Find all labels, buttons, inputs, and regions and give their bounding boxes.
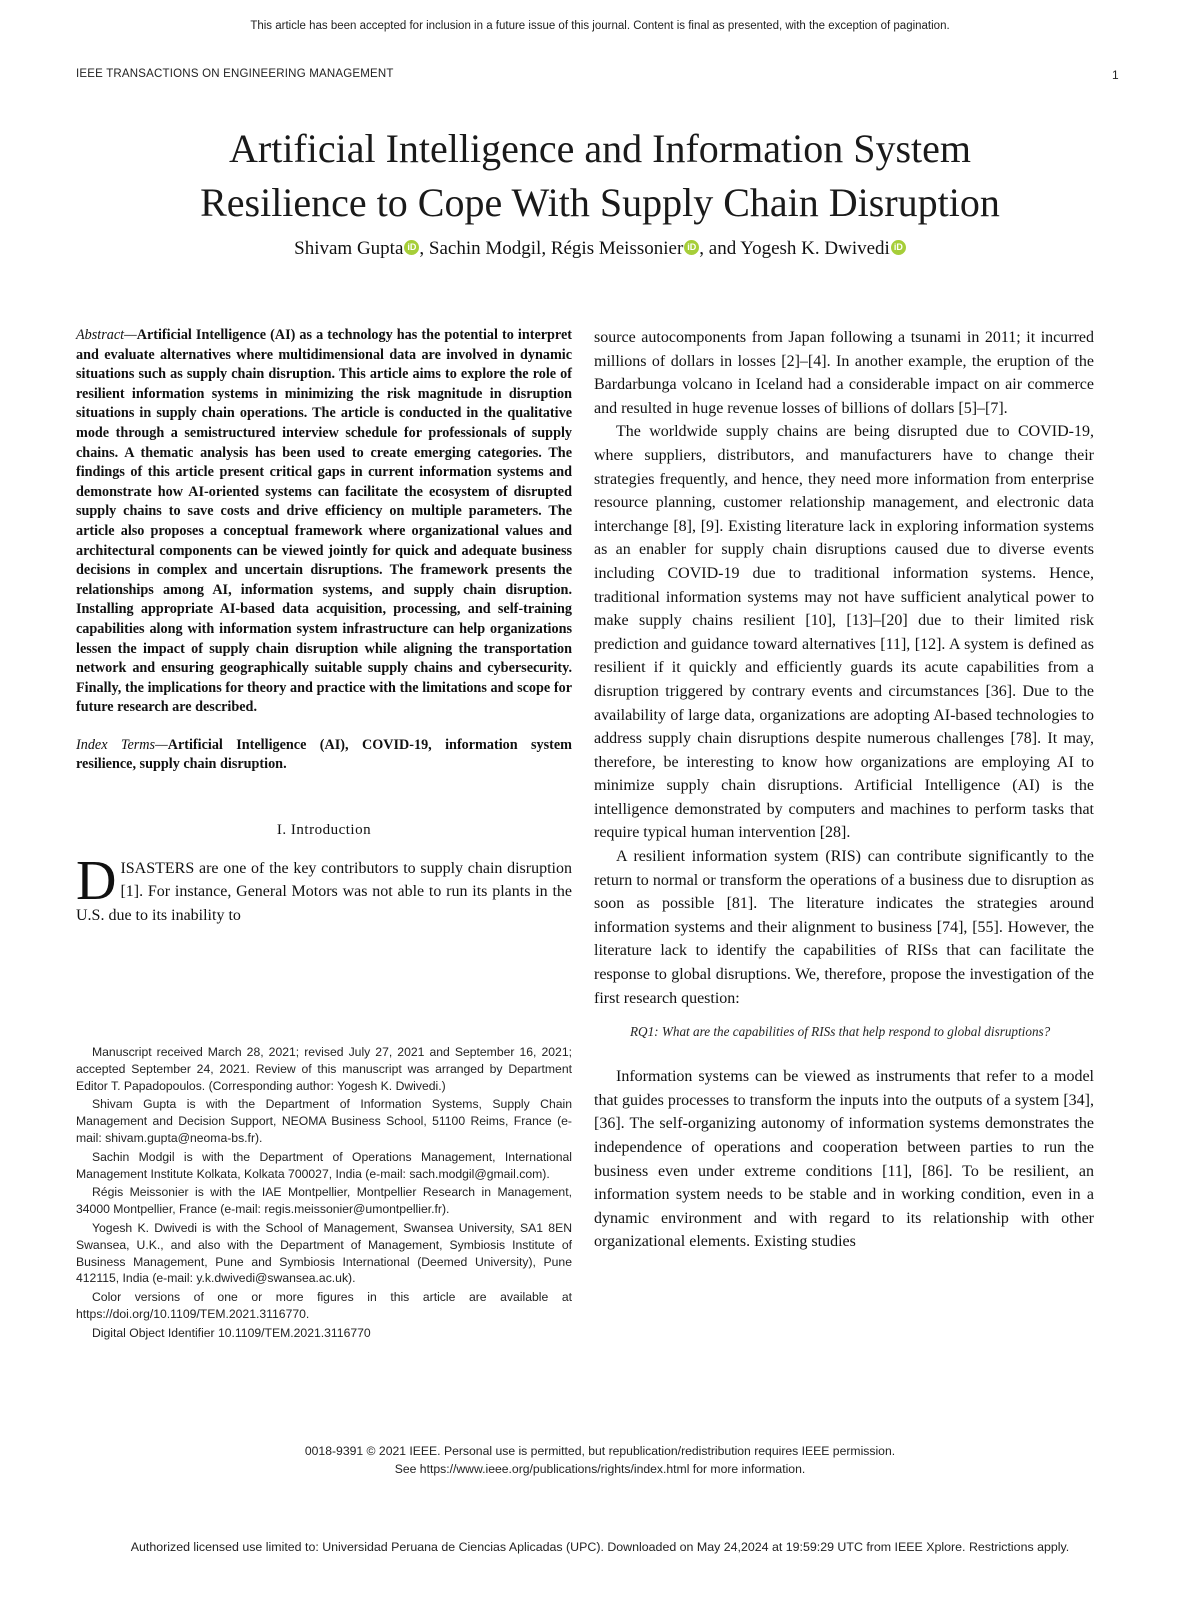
author-separator: , xyxy=(541,238,551,259)
author-2: Sachin Modgil xyxy=(428,238,542,259)
footnotes xyxy=(76,1044,572,1344)
abstract xyxy=(76,326,572,718)
intro-text: ISASTERS are one of the key contributors to supply chain disruption [1]. For instance, General Motors was not able to run its plants in the U.S. due to its inability to xyxy=(76,859,572,924)
footnote-manuscript: Manuscript received March 28, 2021; revised July 27, 2021 and September 16, 2021; accepted September 24, 2021. Review of this manuscript was arranged by Department Editor T. Papadopoulos. (Corresponding author: Yogesh K. Dwivedi.) xyxy=(76,1045,572,1093)
author-separator: , and xyxy=(699,238,741,259)
index-terms-text: Artificial Intelligence (AI), COVID-19, information system resilience, supply chain disruption. xyxy=(76,736,572,773)
body-paragraph-1: source autocomponents from Japan following a tsunami in 2011; it incurred millions of dollars in losses [2]–[4]. In another example, the eruption of the Bardarbunga volcano in Iceland had a considerable impact on air commerce and resulted in huge revenue losses of billions of dollars [5]–[7]. xyxy=(594,329,1094,417)
journal-name: IEEE TRANSACTIONS ON ENGINEERING MANAGEMENT xyxy=(76,68,394,80)
footnote-author-4: Yogesh K. Dwivedi is with the School of Management, Swansea University, SA1 8EN Swansea, U.K., and also with the Department of Management, Symbiosis Institute of Business Management, Pune and Symbiosis International (Deemed University), Pune 412115, India (e-mail: y.k.dwivedi@swansea.ac.uk). xyxy=(76,1220,572,1286)
acceptance-note: This article has been accepted for inclusion in a future issue of this journal. Content is final as presented, with the exception of pagination. xyxy=(250,20,950,32)
index-terms xyxy=(76,736,572,775)
title-line-1: Artificial Intelligence and Information System xyxy=(229,126,971,171)
title-line-2: Resilience to Cope With Supply Chain Disruption xyxy=(200,180,1000,225)
body-paragraph-3: A resilient information system (RIS) can contribute significantly to the return to normal or transform the operations of a business due to disruption as soon as possible [81]. The literature indicates the strategies around information systems and their alignment to business [74], [55]. However, the literature lack to identify the capabilities of RISs that can facilitate the response to global disruptions. We, therefore, propose the investigation of the first research question: xyxy=(594,848,1094,1007)
footnote-color: Color versions of one or more figures in this article are available at https://doi.org/10.1109/TEM.2021.3116770. xyxy=(76,1290,572,1321)
page-number: 1 xyxy=(1112,68,1119,82)
author-separator: , xyxy=(419,238,429,259)
orcid-icon[interactable]: iD xyxy=(684,240,699,255)
copyright-line-2[interactable]: See https://www.ieee.org/publications/rights/index.html for more information. xyxy=(394,1462,806,1476)
footnote-author-2: Sachin Modgil is with the Department of Operations Management, International Management Institute Kolkata, Kolkata 700027, India (e-mail: sach.modgil@gmail.com). xyxy=(76,1149,572,1181)
drop-cap: D xyxy=(76,849,117,912)
body-paragraph-2: The worldwide supply chains are being disrupted due to COVID-19, where suppliers, distributors, and manufacturers have to change their strategies frequently, and hence, they need more information from enterprise resource planning, customer relationship management, and electronic data interchange [8], [9]. Existing literature lack in exploring information systems as an enabler for supply chain disruptions caused due to diverse events including COVID-19 due to traditional information systems. Hence, traditional information systems may not have sufficient analytical power to make supply chains resilient [10], [13]–[20] due to their limited risk prediction and guidance toward alternatives [11], [12]. A system is defined as resilient if it quickly and efficiently guards its acute capabilities from a disruption triggered by contrary events and circumstances [36]. Due to the availability of large data, organizations are adopting AI-based technologies to address supply chain disruptions despite numerous challenges [78]. It may, therefore, be interesting to know how organizations are employing AI to minimize supply chain disruptions. Artificial Intelligence (AI) is the intelligence demonstrated by computers and machines to perform tasks that require typical human intervention [28]. xyxy=(594,423,1094,842)
section-heading-introduction: I. Introduction xyxy=(276,822,372,839)
index-terms-label: Index Terms— xyxy=(76,736,168,753)
abstract-text: Artificial Intelligence (AI) as a technology has the potential to interpret and evaluate alternatives where multidimensional data are involved in dynamic situations such as supply chain disruption. This article aims to explore the role of resilient information systems in minimizing the risk magnitude in disruption situations in supply chain operations. The article is conducted in the qualitative mode through a semistructured interview schedule for professionals of supply chains. A thematic analysis has been used to create emerging categories. The findings of this article present critical gaps in current information systems and demonstrate how AI-oriented systems can facilitate the ecosystem of disrupted supply chains to save costs and drive efficiency on multiple parameters. The article also proposes a conceptual framework where organizational values and architectural components can be viewed jointly for quick and adequate business decisions in complex and uncertain disruptions. The framework presents the relationships among AI, information systems, and supply chain disruption. Installing appropriate AI-based data acquisition, processing, and self-training capabilities along with information system infrastructure can help organizations lessen the impact of supply chain disruption while aligning the transportation network and ensuring geographically suitable supply chains and cybersecurity. Finally, the implications for theory and practice with the limitations and scope for future research are described. xyxy=(76,327,572,716)
footnote-author-3: Régis Meissonier is with the IAE Montpellier, Montpellier Research in Management, 34000 Montpellier, France (e-mail: regis.meissonier@umontpellier.fr). xyxy=(76,1185,572,1217)
footnote-author-1: Shivam Gupta is with the Department of Information Systems, Supply Chain Management and Decision Support, NEOMA Business School, 51100 Reims, France (e-mail: shivam.gupta@neoma-bs.fr). xyxy=(76,1097,572,1145)
author-4: Yogesh K. Dwivedi xyxy=(740,238,890,259)
intro-paragraph xyxy=(76,849,572,928)
orcid-icon[interactable]: iD xyxy=(404,240,419,255)
author-3: Régis Meissonier xyxy=(550,238,684,259)
left-column xyxy=(76,326,572,927)
license-notice: Authorized licensed use limited to: Universidad Peruana de Ciencias Aplicadas (UPC). Downloaded on May 24,2024 at 19:59:29 UTC from IEEE Xplore. Restrictions apply. xyxy=(130,1540,1070,1554)
footnote-doi: Digital Object Identifier 10.1109/TEM.2021.3116770 xyxy=(92,1325,371,1340)
copyright-line-1: 0018-9391 © 2021 IEEE. Personal use is permitted, but republication/redistribution requires IEEE permission. xyxy=(304,1444,896,1458)
paper-title xyxy=(80,122,1120,230)
copyright-notice xyxy=(0,1442,1200,1478)
body-paragraph-4: Information systems can be viewed as instruments that refer to a model that guides processes to transform the inputs into the outputs of a system [34], [36]. The self-organizing autonomy of information systems demonstrates the independence of operations and cooperation between parties to run the business even under extreme conditions [11], [86]. To be resilient, an information system needs to be stable and in working condition, even in a dynamic environment and with regard to its relationship with other organizational elements. Existing studies xyxy=(594,1068,1094,1251)
author-1: Shivam Gupta xyxy=(294,238,404,259)
right-column xyxy=(594,326,1094,1254)
abstract-label: Abstract— xyxy=(76,327,137,343)
research-question-1: RQ1: What are the capabilities of RISs that help respond to global disruptions? xyxy=(630,1024,1051,1040)
author-list xyxy=(80,238,1120,260)
orcid-icon[interactable]: iD xyxy=(891,240,906,255)
